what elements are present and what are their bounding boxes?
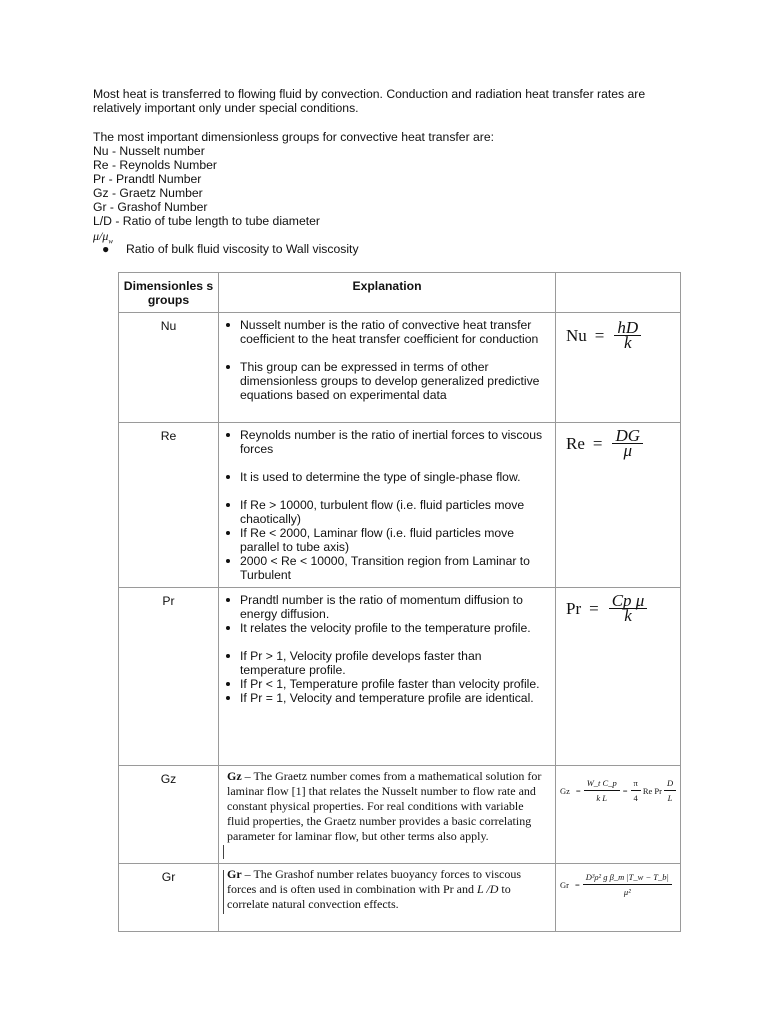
header-formula	[556, 273, 681, 313]
list-item: Re - Reynolds Number	[93, 158, 217, 172]
list-item: If Pr > 1, Velocity profile develops faster than temperature profile.	[223, 649, 549, 677]
bullet-text: Ratio of bulk fluid viscosity to Wall viscosity	[126, 242, 359, 256]
prandtl-formula: Pr = $\frac{\text{Cp μ}}{k}$	[556, 588, 680, 623]
group-explanation	[219, 766, 556, 864]
scan-artifact	[223, 870, 224, 914]
intro-paragraph: Most heat is transferred to flowing fluid by convection. Conduction and radiation heat transfer rates are relatively important only under special conditions.	[93, 87, 646, 115]
group-name: Nu	[119, 313, 219, 423]
list-item: It relates the velocity profile to the temperature profile.	[223, 621, 549, 635]
grashof-formula: Gr = $\frac{\text{D³ρ² g β\_m |T\_w − T\_b|}}{\text{μ²}}$	[556, 864, 680, 899]
table-header-row	[119, 273, 681, 313]
list-item: Gz - Graetz Number	[93, 186, 203, 200]
group-name: Gr	[119, 864, 219, 932]
group-formula	[556, 423, 681, 588]
nusselt-formula: Nu = $\frac{hD}{k}$	[556, 313, 680, 350]
table-row	[119, 766, 681, 864]
group-formula	[556, 766, 681, 864]
graetz-formula: Gz = $\frac{\text{W\_t C\_p}}{\text{k L}}$ = $\frac{\pi}{4}$ Re Pr $\frac{D}{L}$	[556, 766, 680, 805]
list-item: If Pr < 1, Temperature profile faster than velocity profile.	[223, 677, 549, 691]
dimensionless-groups-table	[118, 272, 681, 932]
list-intro-line: The most important dimensionless groups for convective heat transfer are:	[93, 130, 495, 144]
list-item: Reynolds number is the ratio of inertial forces to viscous forces	[223, 428, 549, 456]
group-formula	[556, 864, 681, 932]
list-item: Nusselt number is the ratio of convective heat transfer coefficient to the heat transfer coefficient for conduction	[223, 318, 549, 346]
group-name: Pr	[119, 588, 219, 766]
table-row	[119, 313, 681, 423]
group-formula	[556, 313, 681, 423]
scan-artifact	[223, 845, 224, 859]
group-explanation	[219, 864, 556, 932]
list-item: Nu - Nusselt number	[93, 144, 205, 158]
list-item: 2000 < Re < 10000, Transition region from Laminar to Turbulent	[223, 554, 549, 582]
list-item: If Pr = 1, Velocity and temperature profile are identical.	[223, 691, 549, 705]
list-item: It is used to determine the type of single-phase flow.	[223, 470, 549, 484]
group-name: Gz	[119, 766, 219, 864]
table-row	[119, 423, 681, 588]
table-row	[119, 864, 681, 932]
list-item: If Re > 10000, turbulent flow (i.e. fluid particles move chaotically)	[223, 498, 549, 526]
header-explanation: Explanation	[219, 273, 556, 313]
list-item: Prandtl number is the ratio of momentum diffusion to energy diffusion.	[223, 593, 549, 621]
viscosity-ratio-bullet	[102, 242, 359, 256]
list-item: Pr - Prandtl Number	[93, 172, 202, 186]
group-name: Re	[119, 423, 219, 588]
viscosity-ratio-symbol: $\mu/\mu_w$	[93, 229, 114, 246]
list-item: If Re < 2000, Laminar flow (i.e. fluid particles move parallel to tube axis)	[223, 526, 549, 554]
list-item: Gr - Grashof Number	[93, 200, 208, 214]
group-explanation	[219, 313, 556, 423]
group-explanation	[219, 588, 556, 766]
reynolds-formula: Re = $\frac{DG}{\mu}$	[556, 423, 680, 458]
dimensionless-group-list	[93, 130, 673, 228]
list-item: This group can be expressed in terms of other dimensionless groups to develop generalized predictive equations based on experimental data	[223, 360, 549, 402]
group-formula	[556, 588, 681, 766]
table-row	[119, 588, 681, 766]
grashof-explanation: Gr – The Grashof number relates buoyancy forces to viscous forces and is often used in combination with Pr and L /D to correlate natural convection effects.	[227, 867, 522, 911]
group-explanation	[219, 423, 556, 588]
bullet-icon: ●	[102, 242, 110, 256]
graetz-explanation: Gz – The Graetz number comes from a mathematical solution for laminar flow [1] that relates the Nusselt number to flow rate and constant physical properties. For real conditions with variable fluid properties, the Graetz number provides a basic correlating parameter for laminar flow, but other terms also apply.	[227, 769, 542, 843]
header-groups: Dimensionles s groups	[119, 273, 219, 313]
list-item: L/D - Ratio of tube length to tube diameter	[93, 214, 320, 228]
